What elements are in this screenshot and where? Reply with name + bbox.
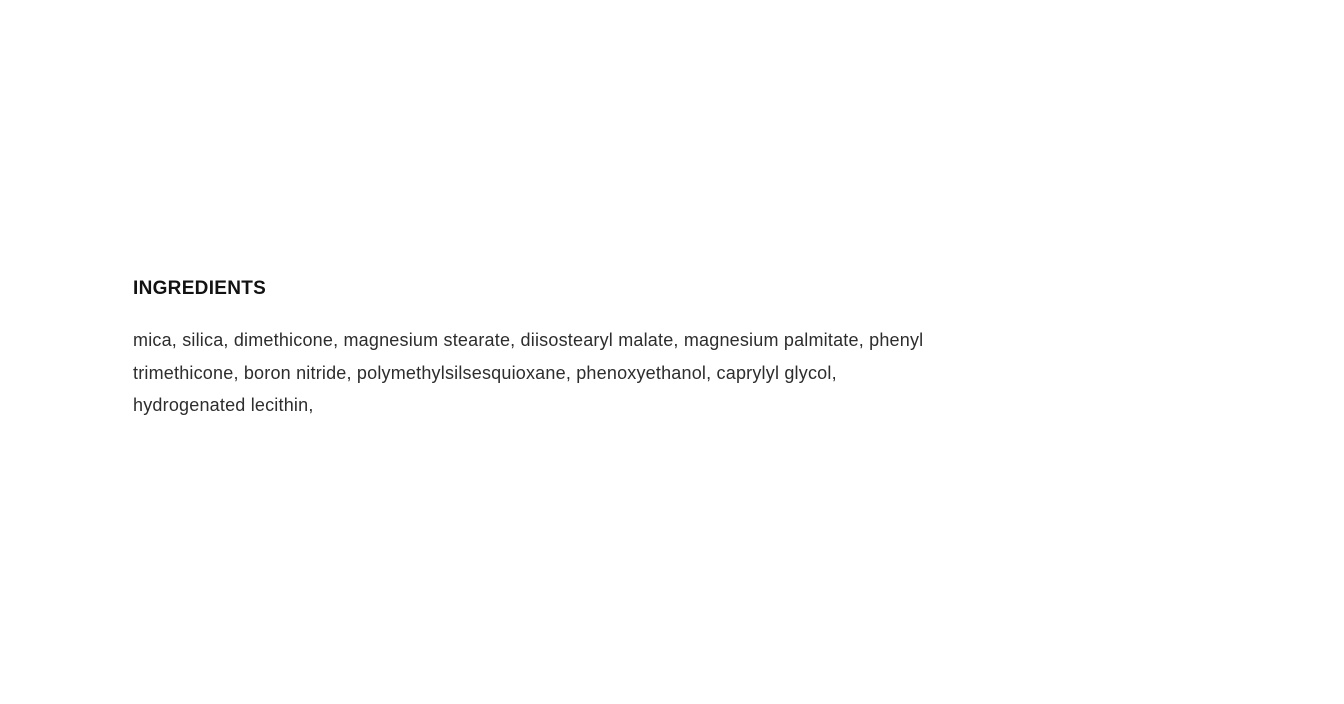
ingredients-list	[133, 324, 953, 422]
ingredients-heading: INGREDIENTS	[133, 278, 267, 299]
ingredients-line-3: hydrogenated lecithin,	[133, 395, 314, 415]
ingredients-line-2: trimethicone, boron nitride, polymethylsilsesquioxane, phenoxyethanol, caprylyl glycol,	[133, 362, 837, 383]
ingredients-section	[133, 279, 953, 422]
ingredients-line-1: mica, silica, dimethicone, magnesium stearate, diisostearyl malate, magnesium palmitate, phenyl	[133, 330, 924, 350]
